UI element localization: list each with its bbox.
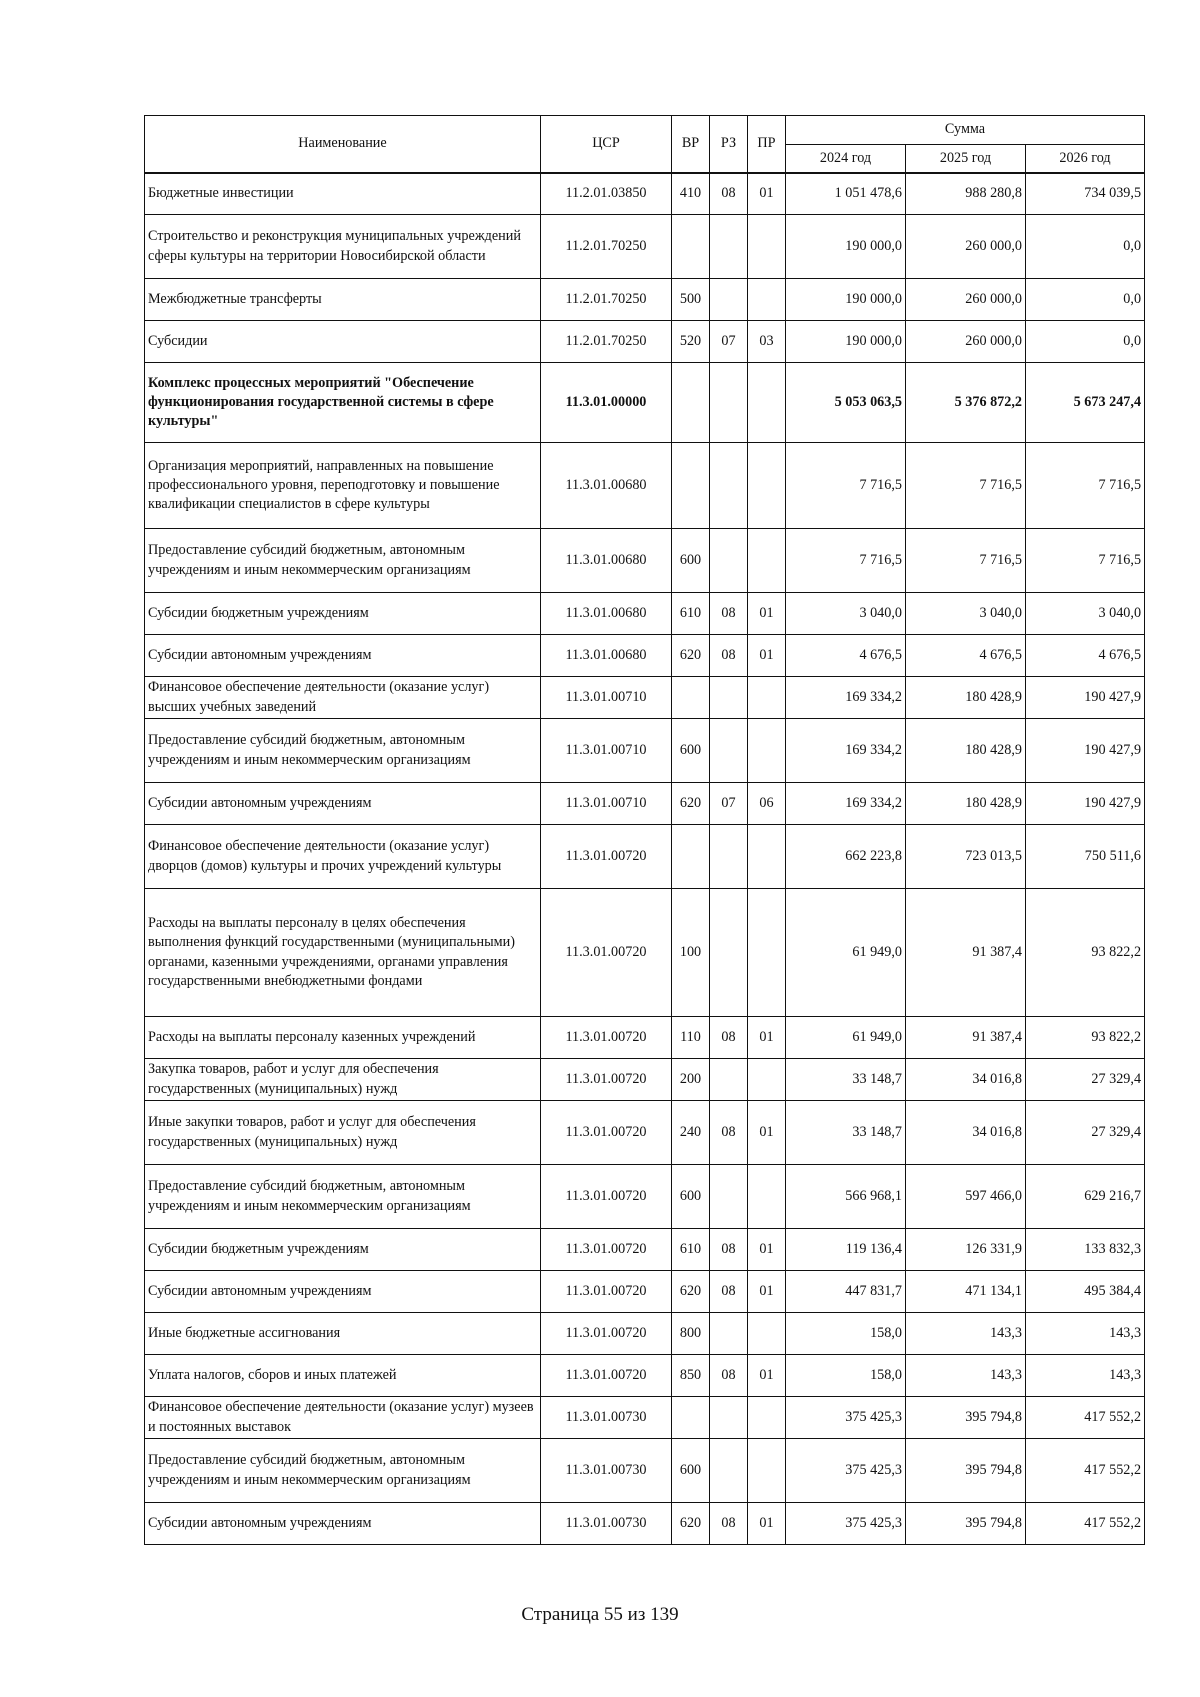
row-vr: 110 — [672, 1017, 710, 1059]
row-pr — [748, 279, 786, 321]
row-sum-2025: 4 676,5 — [906, 635, 1026, 677]
table-row — [145, 1355, 1145, 1397]
row-name: Субсидии автономным учреждениям — [145, 1271, 541, 1313]
row-name: Субсидии бюджетным учреждениям — [145, 593, 541, 635]
row-csr: 11.3.01.00680 — [541, 593, 672, 635]
row-rz: 08 — [710, 1271, 748, 1313]
row-vr: 800 — [672, 1313, 710, 1355]
row-name: Предоставление субсидий бюджетным, автономным учреждениям и иным некоммерческим организациям — [145, 529, 541, 593]
row-pr — [748, 529, 786, 593]
row-sum-2024: 158,0 — [786, 1355, 906, 1397]
row-rz: 08 — [710, 635, 748, 677]
table-row — [145, 1101, 1145, 1165]
row-vr: 520 — [672, 321, 710, 363]
row-name: Предоставление субсидий бюджетным, автономным учреждениям и иным некоммерческим организациям — [145, 1439, 541, 1503]
row-rz — [710, 1165, 748, 1229]
row-sum-2024: 169 334,2 — [786, 677, 906, 719]
row-rz — [710, 529, 748, 593]
row-sum-2025: 126 331,9 — [906, 1229, 1026, 1271]
row-csr: 11.3.01.00710 — [541, 719, 672, 783]
row-name: Расходы на выплаты персоналу в целях обеспечения выполнения функций государственными (муниципальными) органами, казенными учреждениями, органами управления государственными внебюджетными фондами — [145, 889, 541, 1017]
row-rz: 07 — [710, 783, 748, 825]
row-pr: 01 — [748, 1271, 786, 1313]
row-pr — [748, 363, 786, 443]
row-name: Предоставление субсидий бюджетным, автономным учреждениям и иным некоммерческим организациям — [145, 1165, 541, 1229]
row-sum-2025: 988 280,8 — [906, 173, 1026, 215]
header-sum: Сумма — [786, 116, 1145, 145]
table-row — [145, 279, 1145, 321]
row-name: Бюджетные инвестиции — [145, 173, 541, 215]
row-vr: 600 — [672, 719, 710, 783]
row-name: Субсидии бюджетным учреждениям — [145, 1229, 541, 1271]
row-pr — [748, 1313, 786, 1355]
header-vr: ВР — [672, 116, 710, 173]
row-vr: 600 — [672, 1439, 710, 1503]
row-rz — [710, 719, 748, 783]
row-sum-2025: 471 134,1 — [906, 1271, 1026, 1313]
row-pr — [748, 1059, 786, 1101]
table-row — [145, 677, 1145, 719]
row-rz — [710, 1439, 748, 1503]
row-sum-2026: 27 329,4 — [1026, 1059, 1145, 1101]
row-pr — [748, 1439, 786, 1503]
row-sum-2025: 3 040,0 — [906, 593, 1026, 635]
row-sum-2024: 375 425,3 — [786, 1439, 906, 1503]
row-vr: 600 — [672, 529, 710, 593]
row-rz — [710, 1313, 748, 1355]
row-sum-2025: 260 000,0 — [906, 215, 1026, 279]
row-csr: 11.3.01.00730 — [541, 1397, 672, 1439]
row-vr: 200 — [672, 1059, 710, 1101]
table-row — [145, 719, 1145, 783]
row-vr — [672, 677, 710, 719]
table-row — [145, 1165, 1145, 1229]
row-pr — [748, 215, 786, 279]
table-row — [145, 1271, 1145, 1313]
row-sum-2026: 27 329,4 — [1026, 1101, 1145, 1165]
row-sum-2024: 1 051 478,6 — [786, 173, 906, 215]
row-sum-2024: 190 000,0 — [786, 321, 906, 363]
row-vr: 610 — [672, 593, 710, 635]
row-sum-2025: 395 794,8 — [906, 1439, 1026, 1503]
table-row — [145, 321, 1145, 363]
row-pr — [748, 825, 786, 889]
table-row — [145, 173, 1145, 215]
row-sum-2025: 395 794,8 — [906, 1503, 1026, 1545]
row-sum-2024: 158,0 — [786, 1313, 906, 1355]
row-sum-2026: 4 676,5 — [1026, 635, 1145, 677]
row-vr: 600 — [672, 1165, 710, 1229]
row-name: Межбюджетные трансферты — [145, 279, 541, 321]
row-csr: 11.3.01.00720 — [541, 1059, 672, 1101]
row-name: Организация мероприятий, направленных на повышение профессионального уровня, переподготовку и повышение квалификации специалистов в сфере культуры — [145, 443, 541, 529]
row-name: Субсидии автономным учреждениям — [145, 783, 541, 825]
table-header — [145, 116, 1145, 173]
header-year-2025: 2025 год — [906, 145, 1026, 173]
row-name: Уплата налогов, сборов и иных платежей — [145, 1355, 541, 1397]
row-csr: 11.3.01.00710 — [541, 677, 672, 719]
header-pr: ПР — [748, 116, 786, 173]
row-csr: 11.3.01.00720 — [541, 889, 672, 1017]
row-sum-2025: 7 716,5 — [906, 443, 1026, 529]
row-sum-2026: 7 716,5 — [1026, 443, 1145, 529]
row-sum-2025: 91 387,4 — [906, 889, 1026, 1017]
row-csr: 11.2.01.03850 — [541, 173, 672, 215]
row-sum-2024: 375 425,3 — [786, 1397, 906, 1439]
row-sum-2024: 169 334,2 — [786, 783, 906, 825]
table-row — [145, 443, 1145, 529]
row-sum-2024: 119 136,4 — [786, 1229, 906, 1271]
row-sum-2024: 7 716,5 — [786, 529, 906, 593]
row-sum-2026: 190 427,9 — [1026, 783, 1145, 825]
row-sum-2025: 143,3 — [906, 1355, 1026, 1397]
row-vr: 100 — [672, 889, 710, 1017]
row-csr: 11.3.01.00000 — [541, 363, 672, 443]
row-sum-2025: 260 000,0 — [906, 279, 1026, 321]
row-vr: 240 — [672, 1101, 710, 1165]
row-name: Расходы на выплаты персоналу казенных учреждений — [145, 1017, 541, 1059]
row-sum-2024: 190 000,0 — [786, 279, 906, 321]
row-pr: 01 — [748, 1355, 786, 1397]
row-pr: 01 — [748, 173, 786, 215]
row-sum-2026: 190 427,9 — [1026, 719, 1145, 783]
row-sum-2026: 93 822,2 — [1026, 1017, 1145, 1059]
row-sum-2026: 0,0 — [1026, 215, 1145, 279]
row-sum-2024: 4 676,5 — [786, 635, 906, 677]
row-sum-2026: 417 552,2 — [1026, 1397, 1145, 1439]
table-row — [145, 1503, 1145, 1545]
row-sum-2025: 180 428,9 — [906, 677, 1026, 719]
row-pr — [748, 1397, 786, 1439]
row-csr: 11.3.01.00720 — [541, 1101, 672, 1165]
row-pr: 01 — [748, 1101, 786, 1165]
row-sum-2026: 750 511,6 — [1026, 825, 1145, 889]
row-sum-2024: 61 949,0 — [786, 1017, 906, 1059]
row-csr: 11.3.01.00720 — [541, 1271, 672, 1313]
row-csr: 11.3.01.00720 — [541, 1229, 672, 1271]
row-sum-2024: 33 148,7 — [786, 1101, 906, 1165]
row-sum-2025: 34 016,8 — [906, 1059, 1026, 1101]
table-row — [145, 635, 1145, 677]
row-pr: 01 — [748, 1017, 786, 1059]
row-rz: 08 — [710, 1355, 748, 1397]
table-row — [145, 593, 1145, 635]
row-rz — [710, 825, 748, 889]
row-vr: 620 — [672, 1271, 710, 1313]
row-rz: 08 — [710, 173, 748, 215]
row-sum-2026: 93 822,2 — [1026, 889, 1145, 1017]
table-row — [145, 1059, 1145, 1101]
row-vr — [672, 363, 710, 443]
row-vr: 610 — [672, 1229, 710, 1271]
row-vr: 620 — [672, 635, 710, 677]
row-rz: 07 — [710, 321, 748, 363]
row-sum-2024: 33 148,7 — [786, 1059, 906, 1101]
header-year-2024: 2024 год — [786, 145, 906, 173]
header-year-2026: 2026 год — [1026, 145, 1145, 173]
row-pr: 01 — [748, 1229, 786, 1271]
row-name: Субсидии — [145, 321, 541, 363]
row-rz — [710, 215, 748, 279]
row-csr: 11.3.01.00730 — [541, 1439, 672, 1503]
row-csr: 11.3.01.00720 — [541, 1355, 672, 1397]
page-number: Страница 55 из 139 — [521, 1604, 679, 1625]
row-name: Субсидии автономным учреждениям — [145, 1503, 541, 1545]
row-name: Субсидии автономным учреждениям — [145, 635, 541, 677]
row-pr: 01 — [748, 1503, 786, 1545]
row-csr: 11.3.01.00720 — [541, 825, 672, 889]
table-body — [145, 173, 1145, 1545]
row-sum-2026: 143,3 — [1026, 1355, 1145, 1397]
row-name: Предоставление субсидий бюджетным, автономным учреждениям и иным некоммерческим организациям — [145, 719, 541, 783]
row-name: Закупка товаров, работ и услуг для обеспечения государственных (муниципальных) нужд — [145, 1059, 541, 1101]
row-sum-2026: 5 673 247,4 — [1026, 363, 1145, 443]
row-pr: 06 — [748, 783, 786, 825]
row-rz — [710, 279, 748, 321]
row-rz: 08 — [710, 1101, 748, 1165]
table-row — [145, 215, 1145, 279]
row-name: Финансовое обеспечение деятельности (оказание услуг) дворцов (домов) культуры и прочих учреждений культуры — [145, 825, 541, 889]
row-sum-2024: 375 425,3 — [786, 1503, 906, 1545]
header-rz: РЗ — [710, 116, 748, 173]
row-sum-2026: 0,0 — [1026, 279, 1145, 321]
row-pr — [748, 677, 786, 719]
row-sum-2026: 143,3 — [1026, 1313, 1145, 1355]
row-csr: 11.3.01.00720 — [541, 1165, 672, 1229]
row-pr: 03 — [748, 321, 786, 363]
row-csr: 11.3.01.00720 — [541, 1313, 672, 1355]
row-name: Строительство и реконструкция муниципальных учреждений сферы культуры на территории Новосибирской области — [145, 215, 541, 279]
row-sum-2025: 143,3 — [906, 1313, 1026, 1355]
row-sum-2026: 3 040,0 — [1026, 593, 1145, 635]
row-pr: 01 — [748, 635, 786, 677]
row-rz — [710, 677, 748, 719]
row-sum-2024: 61 949,0 — [786, 889, 906, 1017]
row-vr: 620 — [672, 783, 710, 825]
row-csr: 11.2.01.70250 — [541, 279, 672, 321]
row-sum-2026: 190 427,9 — [1026, 677, 1145, 719]
table-row — [145, 825, 1145, 889]
row-sum-2025: 5 376 872,2 — [906, 363, 1026, 443]
row-rz: 08 — [710, 1017, 748, 1059]
row-sum-2025: 34 016,8 — [906, 1101, 1026, 1165]
row-rz — [710, 443, 748, 529]
row-csr: 11.3.01.00730 — [541, 1503, 672, 1545]
row-sum-2026: 734 039,5 — [1026, 173, 1145, 215]
table-row — [145, 529, 1145, 593]
row-pr — [748, 1165, 786, 1229]
row-vr — [672, 825, 710, 889]
row-sum-2025: 180 428,9 — [906, 783, 1026, 825]
row-name: Финансовое обеспечение деятельности (оказание услуг) высших учебных заведений — [145, 677, 541, 719]
row-sum-2026: 0,0 — [1026, 321, 1145, 363]
row-csr: 11.2.01.70250 — [541, 321, 672, 363]
row-csr: 11.3.01.00680 — [541, 635, 672, 677]
row-sum-2024: 3 040,0 — [786, 593, 906, 635]
row-sum-2025: 723 013,5 — [906, 825, 1026, 889]
row-csr: 11.3.01.00720 — [541, 1017, 672, 1059]
row-vr — [672, 215, 710, 279]
row-vr: 850 — [672, 1355, 710, 1397]
table-row — [145, 783, 1145, 825]
row-sum-2025: 91 387,4 — [906, 1017, 1026, 1059]
row-pr: 01 — [748, 593, 786, 635]
row-csr: 11.3.01.00680 — [541, 443, 672, 529]
row-sum-2024: 169 334,2 — [786, 719, 906, 783]
row-sum-2026: 7 716,5 — [1026, 529, 1145, 593]
row-vr: 410 — [672, 173, 710, 215]
row-rz: 08 — [710, 593, 748, 635]
row-name: Иные закупки товаров, работ и услуг для обеспечения государственных (муниципальных) нужд — [145, 1101, 541, 1165]
row-pr — [748, 719, 786, 783]
row-vr: 500 — [672, 279, 710, 321]
row-pr — [748, 889, 786, 1017]
row-sum-2026: 133 832,3 — [1026, 1229, 1145, 1271]
table-row — [145, 1313, 1145, 1355]
header-csr: ЦСР — [541, 116, 672, 173]
row-name: Иные бюджетные ассигнования — [145, 1313, 541, 1355]
row-rz: 08 — [710, 1503, 748, 1545]
row-sum-2025: 597 466,0 — [906, 1165, 1026, 1229]
table-row — [145, 1017, 1145, 1059]
row-sum-2026: 417 552,2 — [1026, 1439, 1145, 1503]
table-row — [145, 889, 1145, 1017]
row-rz: 08 — [710, 1229, 748, 1271]
row-sum-2024: 447 831,7 — [786, 1271, 906, 1313]
table-row — [145, 1397, 1145, 1439]
row-csr: 11.3.01.00710 — [541, 783, 672, 825]
row-sum-2024: 190 000,0 — [786, 215, 906, 279]
row-vr — [672, 1397, 710, 1439]
row-name: Комплекс процессных мероприятий "Обеспечение функционирования государственной системы в сфере культуры" — [145, 363, 541, 443]
row-sum-2025: 180 428,9 — [906, 719, 1026, 783]
row-pr — [748, 443, 786, 529]
row-vr: 620 — [672, 1503, 710, 1545]
row-csr: 11.2.01.70250 — [541, 215, 672, 279]
row-sum-2026: 629 216,7 — [1026, 1165, 1145, 1229]
row-rz — [710, 1059, 748, 1101]
row-sum-2024: 566 968,1 — [786, 1165, 906, 1229]
row-sum-2024: 5 053 063,5 — [786, 363, 906, 443]
row-sum-2025: 395 794,8 — [906, 1397, 1026, 1439]
row-rz — [710, 1397, 748, 1439]
row-sum-2024: 7 716,5 — [786, 443, 906, 529]
row-vr — [672, 443, 710, 529]
row-csr: 11.3.01.00680 — [541, 529, 672, 593]
row-sum-2025: 260 000,0 — [906, 321, 1026, 363]
table-row — [145, 1439, 1145, 1503]
header-name: Наименование — [145, 116, 541, 173]
row-name: Финансовое обеспечение деятельности (оказание услуг) музеев и постоянных выставок — [145, 1397, 541, 1439]
row-sum-2025: 7 716,5 — [906, 529, 1026, 593]
budget-table — [144, 115, 1145, 1545]
row-sum-2026: 417 552,2 — [1026, 1503, 1145, 1545]
table-row — [145, 363, 1145, 443]
row-rz — [710, 889, 748, 1017]
table-row — [145, 1229, 1145, 1271]
row-sum-2024: 662 223,8 — [786, 825, 906, 889]
row-sum-2026: 495 384,4 — [1026, 1271, 1145, 1313]
row-rz — [710, 363, 748, 443]
